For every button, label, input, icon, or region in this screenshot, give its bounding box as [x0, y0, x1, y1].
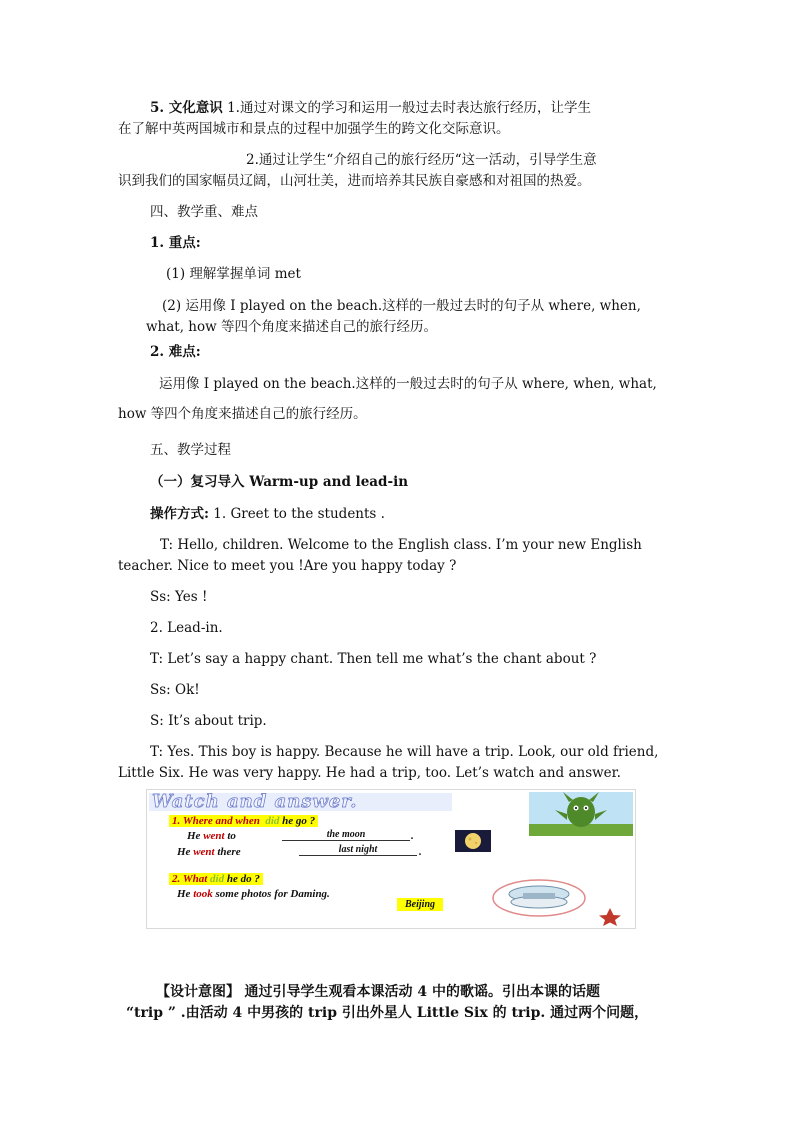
- method-line: [150, 504, 385, 524]
- dialogue-5: Ss: Ok!: [150, 682, 200, 698]
- design-intent-line1: 【设计意图】 通过引导学生观看本课活动 4 中的歌谣。引出本课的话题: [156, 984, 600, 1000]
- question-1: 1. Where and when did he go ?: [169, 815, 318, 828]
- method-label: 操作方式:: [150, 506, 209, 522]
- section4-heading: 四、教学重、难点: [150, 204, 258, 220]
- answer-1-fill: the moon: [282, 829, 410, 841]
- difficulty-line2: how 等四个角度来描述自己的旅行经历。: [118, 406, 367, 422]
- dialogue-2: Ss: Yes !: [150, 589, 208, 605]
- method-text: 1. Greet to the students .: [213, 506, 385, 522]
- difficulty-label: 2. 难点:: [150, 344, 201, 360]
- design-intent-line2: “trip ” .由活动 4 中男孩的 trip 引出外星人 Little Six 的 trip. 通过两个问题，: [126, 1005, 649, 1021]
- answer-2-fill: last night: [299, 844, 417, 856]
- difficulty-line1: 运用像 I played on the beach.这样的一般过去时的句子从 where, when, what,: [159, 376, 657, 392]
- dialogue-4: T: Let’s say a happy chant. Then tell me what’s the chant about ?: [150, 651, 597, 667]
- beijing-label: Beijing: [397, 898, 443, 911]
- dialogue-3: 2. Lead-in.: [150, 620, 223, 636]
- answer-1: He went to: [187, 830, 236, 842]
- moon-image: [455, 830, 491, 852]
- slide-title: Watch and answer.: [149, 793, 452, 811]
- culture-label: 5. 文化意识: [150, 100, 223, 116]
- dialogue-1-line2: teacher. Nice to meet you !Are you happy today ?: [118, 558, 457, 574]
- design-intent-label: 【设计意图】: [156, 984, 240, 1000]
- key-item-2-line2: what, how 等四个角度来描述自己的旅行经历。: [146, 319, 437, 335]
- warmup-heading: （一）复习导入 Warm-up and lead-in: [150, 474, 409, 490]
- culture2-line2: 识到我们的国家幅员辽阔，山河壮美，进而培养其民族自豪感和对祖国的热爱。: [118, 173, 591, 189]
- camera-photos-image: [489, 872, 589, 922]
- culture2-line1: 2.通过让学生“介绍自己的旅行经历“这一活动，引导学生意: [246, 152, 597, 168]
- answer-3: He took some photos for Daming.: [177, 888, 330, 900]
- culture-paragraph: [150, 98, 674, 118]
- dialogue-1-line1: T: Hello, children. Welcome to the English class. I’m your new English: [160, 537, 642, 553]
- dialogue-7-line1: T: Yes. This boy is happy. Because he will have a trip. Look, our old friend,: [150, 744, 659, 760]
- star-icon: [595, 908, 625, 926]
- little-six-alien-image: [529, 792, 633, 836]
- key-item-2-line1: (2) 运用像 I played on the beach.这样的一般过去时的句子从 where, when,: [162, 298, 641, 314]
- culture-line2: 在了解中英两国城市和景点的过程中加强学生的跨文化交际意识。: [118, 121, 510, 137]
- key-item-1: (1) 理解掌握单词 met: [166, 266, 301, 282]
- dialogue-7-line2: Little Six. He was very happy. He had a trip, too. Let’s watch and answer.: [118, 765, 621, 781]
- dialogue-6: S: It’s about trip.: [150, 713, 267, 729]
- section5-heading: 五、教学过程: [150, 442, 231, 458]
- watch-and-answer-slide: Watch and answer. 1. Where and when did he go ? He went to the moon . He went there last night . 2. What did he do ? He took some photos for Daming. Beijing: [146, 789, 636, 929]
- question-2: 2. What did he do ?: [169, 873, 263, 886]
- answer-2: He went there: [177, 846, 241, 858]
- key-points-label: 1. 重点:: [150, 235, 201, 251]
- culture-line1: 1.通过对课文的学习和运用一般过去时表达旅行经历，让学生: [227, 100, 591, 116]
